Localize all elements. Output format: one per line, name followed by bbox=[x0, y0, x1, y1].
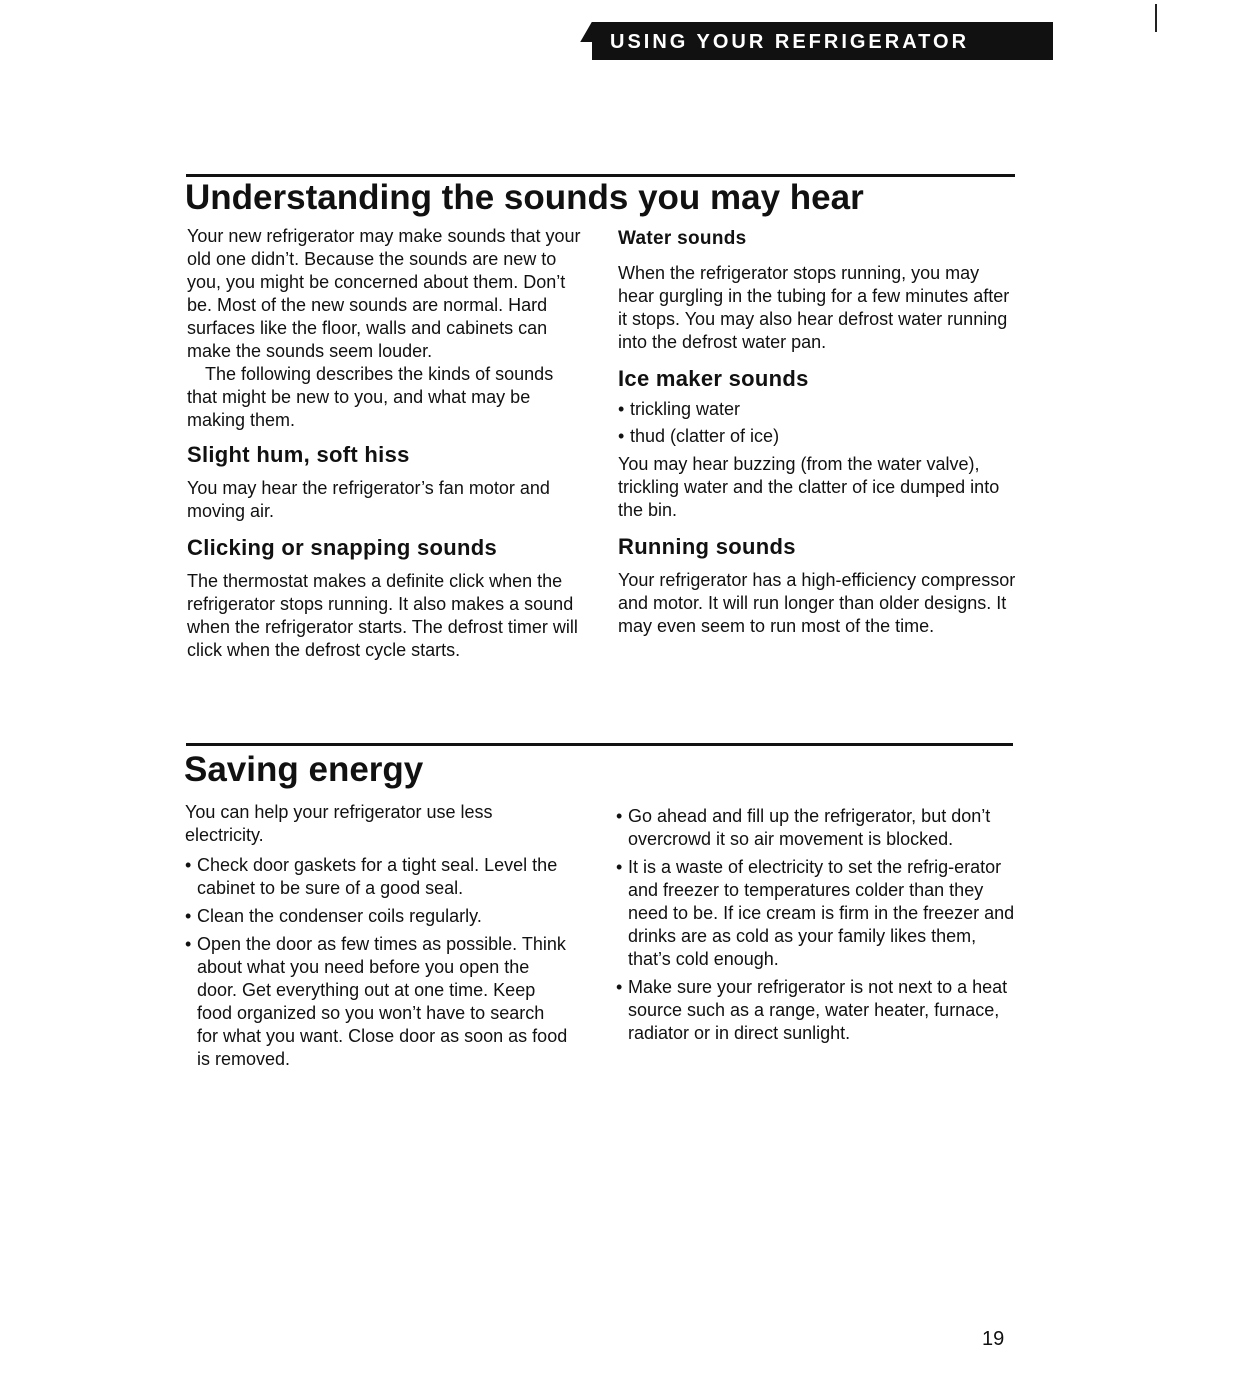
water-heading: Water sounds bbox=[618, 228, 747, 249]
energy-intro: You can help your refrigerator use less electricity. bbox=[185, 802, 493, 845]
sounds-left-column bbox=[187, 225, 587, 662]
ice-bullet-item: • trickling water bbox=[618, 398, 1018, 421]
sounds-intro: Your new refrigerator may make sounds that your old one didn’t. Because the sounds are new to you, you might be concerned about them. Don’t be. Most of the new sounds are normal. Hard surfaces like the floor, walls and cabinets can make the sounds seem louder. bbox=[187, 226, 581, 361]
energy-right-column bbox=[616, 805, 1016, 1045]
running-text: Your refrigerator has a high-efficiency compressor and motor. It will run longer than older designs. It may even seem to run most of the time. bbox=[618, 570, 1016, 636]
margin-mark bbox=[1155, 4, 1157, 32]
section-rule-energy bbox=[186, 743, 1013, 746]
ice-text: You may hear buzzing (from the water valve), trickling water and the clatter of ice dumped into the bin. bbox=[618, 454, 1000, 520]
sounds-intro-2: The following describes the kinds of sounds that might be new to you, and what may be making them. bbox=[187, 364, 554, 430]
hum-heading: Slight hum, soft hiss bbox=[187, 442, 410, 467]
energy-tip: • It is a waste of electricity to set the refrig-erator and freezer to temperatures colder than they need to be. If ice cream is firm in the freezer and drinks are as cold as your family likes them, that’s cold enough. bbox=[616, 856, 1016, 971]
running-heading: Running sounds bbox=[618, 534, 796, 559]
energy-tip: • Clean the condenser coils regularly. bbox=[185, 905, 570, 928]
clicking-heading: Clicking or snapping sounds bbox=[187, 535, 498, 560]
energy-tip: • Make sure your refrigerator is not next to a heat source such as a range, water heater, furnace, radiator or in direct sunlight. bbox=[616, 976, 1016, 1045]
energy-tip: • Open the door as few times as possible. Think about what you need before you open the door. Get everything out at one time. Keep food organized so you won’t have to search for what you want. Close door as soon as food is removed. bbox=[185, 933, 570, 1071]
section-banner: USING YOUR REFRIGERATOR bbox=[592, 22, 1053, 60]
energy-tip: • Go ahead and fill up the refrigerator, but don’t overcrowd it so air movement is blocked. bbox=[616, 805, 1016, 851]
sounds-section-title: Understanding the sounds you may hear bbox=[185, 178, 864, 217]
ice-heading: Ice maker sounds bbox=[618, 366, 809, 391]
page-number: 19 bbox=[982, 1328, 1005, 1350]
sounds-right-column bbox=[618, 226, 1018, 638]
clicking-text: The thermostat makes a definite click when the refrigerator stops running. It also makes a sound when the refrigerator starts. The defrost timer will click when the defrost cycle starts. bbox=[187, 571, 578, 660]
ice-bullet-list bbox=[618, 398, 1018, 448]
section-rule-sounds bbox=[186, 174, 1015, 177]
energy-tip: • Check door gaskets for a tight seal. Level the cabinet to be sure of a good seal. bbox=[185, 854, 570, 900]
water-text: When the refrigerator stops running, you may hear gurgling in the tubing for a few minutes after it stops. You may also hear defrost water running into the defrost water pan. bbox=[618, 263, 1010, 352]
energy-right-bullets bbox=[616, 805, 1016, 1045]
ice-bullet-item: • thud (clatter of ice) bbox=[618, 425, 1018, 448]
hum-text: You may hear the refrigerator’s fan motor and moving air. bbox=[187, 478, 550, 521]
energy-left-column bbox=[185, 801, 570, 1071]
energy-left-bullets bbox=[185, 854, 570, 1071]
energy-section-title: Saving energy bbox=[184, 750, 424, 789]
